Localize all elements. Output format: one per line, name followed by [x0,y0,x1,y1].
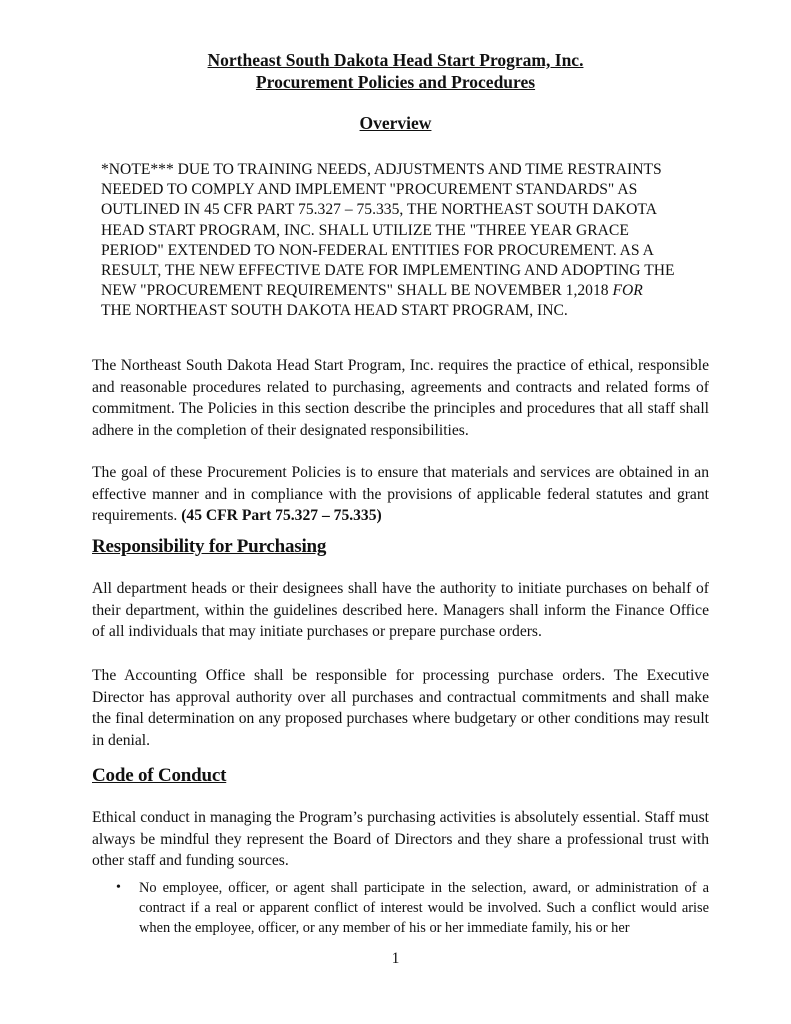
note-line: OUTLINED IN 45 CFR PART 75.327 – 75.335, THE NORTHEAST SOUTH DAKOTA [101,201,657,219]
document-subtitle: Procurement Policies and Procedures [255,72,536,92]
responsibility-paragraph: All department heads or their designees shall have the authority to initiate purchases on behalf of their department, within the guidelines described here. Managers shall inform the Finance Office of all individuals that may initiate purchases or prepare purchase orders. [92,580,709,641]
note-line [101,281,701,301]
note-line-text: NEW "PROCUREMENT REQUIREMENTS" SHALL BE NOVEMBER 1,2018 [101,282,609,300]
responsibility-heading: Responsibility for Purchasing [92,536,327,557]
goal-paragraph [92,462,709,527]
bullet-icon: • [116,880,121,895]
document-title: Northeast South Dakota Head Start Program, Inc. [207,50,584,70]
goal-text: The goal of these Procurement Policies is to ensure that materials and services are obtained in an effective manner and in compliance with the provisions of applicable federal statutes and grant requirements. [92,464,709,525]
note-line: PERIOD" EXTENDED TO NON-FEDERAL ENTITIES FOR PROCUREMENT. AS A [101,241,654,259]
overview-heading: Overview [359,113,432,133]
intro-paragraph: The Northeast South Dakota Head Start Program, Inc. requires the practice of ethical, responsible and reasonable procedures related to purchasing, agreements and contracts and related forms of commitment. The Policies in this section describe the principles and procedures that all staff shall adhere in the completion of their designated responsibilities. [92,357,709,439]
note-line-italic: FOR [612,282,643,300]
bullet-text: No employee, officer, or agent shall participate in the selection, award, or administration of a contract if a real or apparent conflict of interest would be involved. Such a conflict would arise when the employee, officer, or any member of his or her immediate family, his or her [139,880,709,936]
note-block [101,160,701,322]
conduct-heading: Code of Conduct [92,765,227,786]
note-line: RESULT, THE NEW EFFECTIVE DATE FOR IMPLEMENTING AND ADOPTING THE [101,262,675,280]
accounting-paragraph: The Accounting Office shall be responsible for processing purchase orders. The Executive Director has approval authority over all purchases and contractual commitments and shall make the final determination on any proposed purchases where budgetary or other conditions may result in denial. [92,667,709,749]
page-number: 1 [391,950,400,967]
note-line: NEEDED TO COMPLY AND IMPLEMENT "PROCUREMENT STANDARDS" AS [101,181,638,199]
note-line: HEAD START PROGRAM, INC. SHALL UTILIZE THE "THREE YEAR GRACE [101,221,629,239]
note-line: *NOTE*** DUE TO TRAINING NEEDS, ADJUSTMENTS AND TIME RESTRAINTS [101,161,662,178]
note-line: THE NORTHEAST SOUTH DAKOTA HEAD START PROGRAM, INC. [101,302,568,320]
conduct-paragraph: Ethical conduct in managing the Program’s purchasing activities is absolutely essential. Staff must always be mindful they represent the Board of Directors and they share a professional trust with other staff and funding sources. [92,809,709,870]
goal-citation: (45 CFR Part 75.327 – 75.335) [181,507,382,525]
